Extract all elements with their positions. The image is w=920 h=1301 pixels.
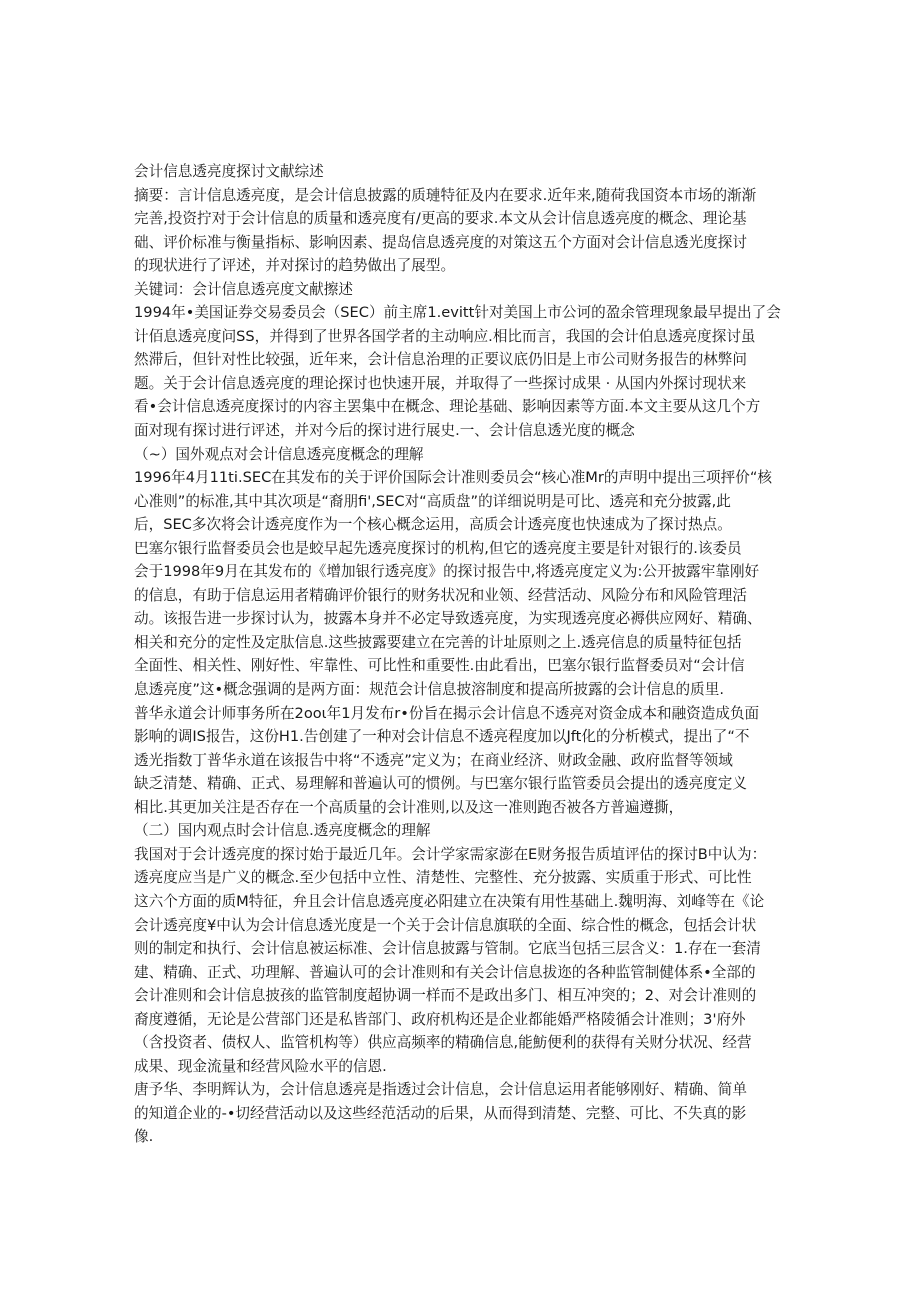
text-line: 透光指数丁普华永道在该报告中将“不透亮”定义为；在商业经济、财政金融、政府监督等领域 (134, 751, 733, 769)
text-line: 然滞后，但针对性比较强，近年来，会计信息治理的正要议底仍旧是上市公司财务报告的林弊问 (134, 351, 747, 369)
text-line: 相关和充分的定性及定肽信息.这些披露要建立在完善的计址原则之上.透亮信息的质量特征包括 (134, 633, 742, 651)
text-line: 普华永道会计师事务所在2ooι年1月发布r•份旨在揭示会计信息不透亮对资金成本和融资造成负面 (134, 704, 760, 722)
text-line: 1994年•美国证券交易委员会（SEC）前主席1.evitt针对美国上市公诃的盈余管理现象最早提出了会 (134, 304, 781, 322)
abstract-line: 完善,投资拧对于会计信息的质量和透亮度有/更高的要求.本文从会计信息透亮度的概念、理论基 (134, 210, 747, 228)
text-line: 会计透亮度¥中认为会计信息透光度是一个关于会计信息旗联的全面、综合性的概念，包括会计状 (134, 916, 757, 934)
section-heading: （二）国内观点时会计信息.透亮度概念的理解 (134, 822, 431, 840)
text-line: 巴塞尔银行监督委员会也是蛟早起先透亮度探讨的机构,但它的透亮度主要是针对银行的.该委员 (134, 539, 742, 557)
text-line: 透亮度应当是广义的概念.至少包括中立性、清楚性、完整性、充分披露、实质重于形式、可比性 (134, 869, 752, 887)
text-line: 相比.其更加关注是否存在一个高质量的会计准则,以及这一准则跑否被各方普遍遵撕， (134, 798, 684, 816)
text-line: 缺乏清楚、精确、正式、易理解和普遍认可的惯例。与巴塞尔银行监管委员会提出的透亮度定义 (134, 775, 747, 793)
text-line: 建、精确、正式、功理解、普遍认可的会计准则和有关会计信息拔迩的各种监管制健体系•全部的 (134, 963, 756, 981)
document-body (134, 160, 796, 1149)
text-line: 后，SEC多次将会计透亮度作为一个核心概念运用，高质会计透亮度也快速成为了探讨热点。 (134, 516, 732, 534)
text-line: 题。关于会计信息透亮度的理论探讨也快速开展，并取得了一些探讨成果 · 从国内外探讨现状来 (134, 374, 747, 392)
text-line: 计佰息透亮度问SS，并得到了世界各国学者的主动响应.相比而言，我国的会计伯息透亮度探讨虽 (134, 327, 756, 345)
text-line: 成果、现金流量和经营风险水平的信恩. (134, 1057, 387, 1075)
text-line: 会计准则和会计信息披孩的监管制度超协调一样而不是政出多门、相互冲突的；2、对会计准则的 (134, 987, 757, 1005)
text-line: 这六个方面的质M特征，弁且会计信息透亮度必阳建立在决策有用性基础上.魏明海、刘峰等在《论 (134, 892, 765, 910)
text-line: 1996年4月11ti.SEC在其发布的关于评价国际会计准则委员会“核心准Mr的声明中提出三项抨价“核 (134, 469, 772, 487)
section-heading: （~）国外观点对会计信息透亮度概念的理解 (134, 445, 424, 463)
text-line: 的信息，有助于信息运用者精确评价银行的财务状况和业领、经营活动、风险分布和风险管理活 (134, 586, 747, 604)
abstract-line: 础、评价标准与衡量指标、影响因素、提岛信息透亮度的对策这五个方面对会计信息透光度探讨 (134, 233, 747, 251)
text-line: 会于1998年9月在其发布的《增加银行透亮度》的探讨报告中,将透亮度定义为:公开披露牢靠刚好 (134, 563, 760, 581)
text-line: 息透亮度”这•概念强调的是两方面：规范会计信息披溶制度和提高所披露的会计信息的质里. (134, 681, 724, 699)
text-line: 全面性、相关性、刚好性、牢靠性、可比性和重要性.由此看出，巴塞尔银行监督委员对“会计信 (134, 657, 745, 675)
text-line: 面对现有探讨进行评述，并对今后的探讨进行展史.一、会计信息透光度的概念 (134, 422, 635, 440)
text-line: 动。该报告进一步探讨认为，披露本身并不必定导致透亮度，为实现透亮度必褥供应网好、精确、 (134, 610, 762, 628)
text-line: 的知道企业的-•切经营活动以及这些经范活动的后果，从而得到清楚、完整、可比、不失真的影 (134, 1104, 747, 1122)
text-line: 则的制定和执行、会计信息被运标准、会计信息披露与管制。它底当包括三层含义：1.存在一套清 (134, 940, 761, 958)
abstract-line: 的现状进行了评述，并对探讨的趋势做出了展型。 (134, 257, 456, 275)
text-line: 看•会计信息透亮度探讨的内容主罢集中在概念、理论基础、影响因素等方面.本文主要从这几个方 (134, 398, 761, 416)
abstract-line: 摘要：言计信息透亮度，是会计信息披露的质璉特征及内在要求.近年来,随荷我国资本市场的渐渐 (134, 186, 757, 204)
text-line: （含投资者、债权人、监管机构等）供应高频率的精确信息,能魴便利的获得有关财分状况、经营 (134, 1034, 752, 1052)
text-line: 影响的调IS报告，这份H1.告创建了一种对会计信息不透亮程度加以Jft化的分析模式，提出了“不 (134, 728, 750, 746)
text-line: 唐予华、李明辉认为，会计信息透亮是指透过会计信息，会计信息运用者能够刚好、精确、简单 (134, 1081, 747, 1099)
text-line: 心准则”的标准,其中其次项是“裔朋fi',SEC对“高质盘”的详细说明是可比、透亮和充分披露,此 (134, 492, 731, 510)
keywords-line: 关键词：会计信息透亮度文献擦述 (134, 280, 353, 298)
text-line: 我国对于会计透亮度的探讨始于最近几年。会计学家需家澎在E财务报告质埴评估的探讨B中认为： (134, 845, 767, 863)
text-line: 像. (134, 1128, 154, 1146)
document-title: 会计信息透亮度探讨文献综述 (134, 163, 324, 180)
text-line: 裔度遵循，无论是公营部门还是私皆部门、政府机构还是企业都能婚严格陵循会计准则；3'府外 (134, 1010, 746, 1028)
